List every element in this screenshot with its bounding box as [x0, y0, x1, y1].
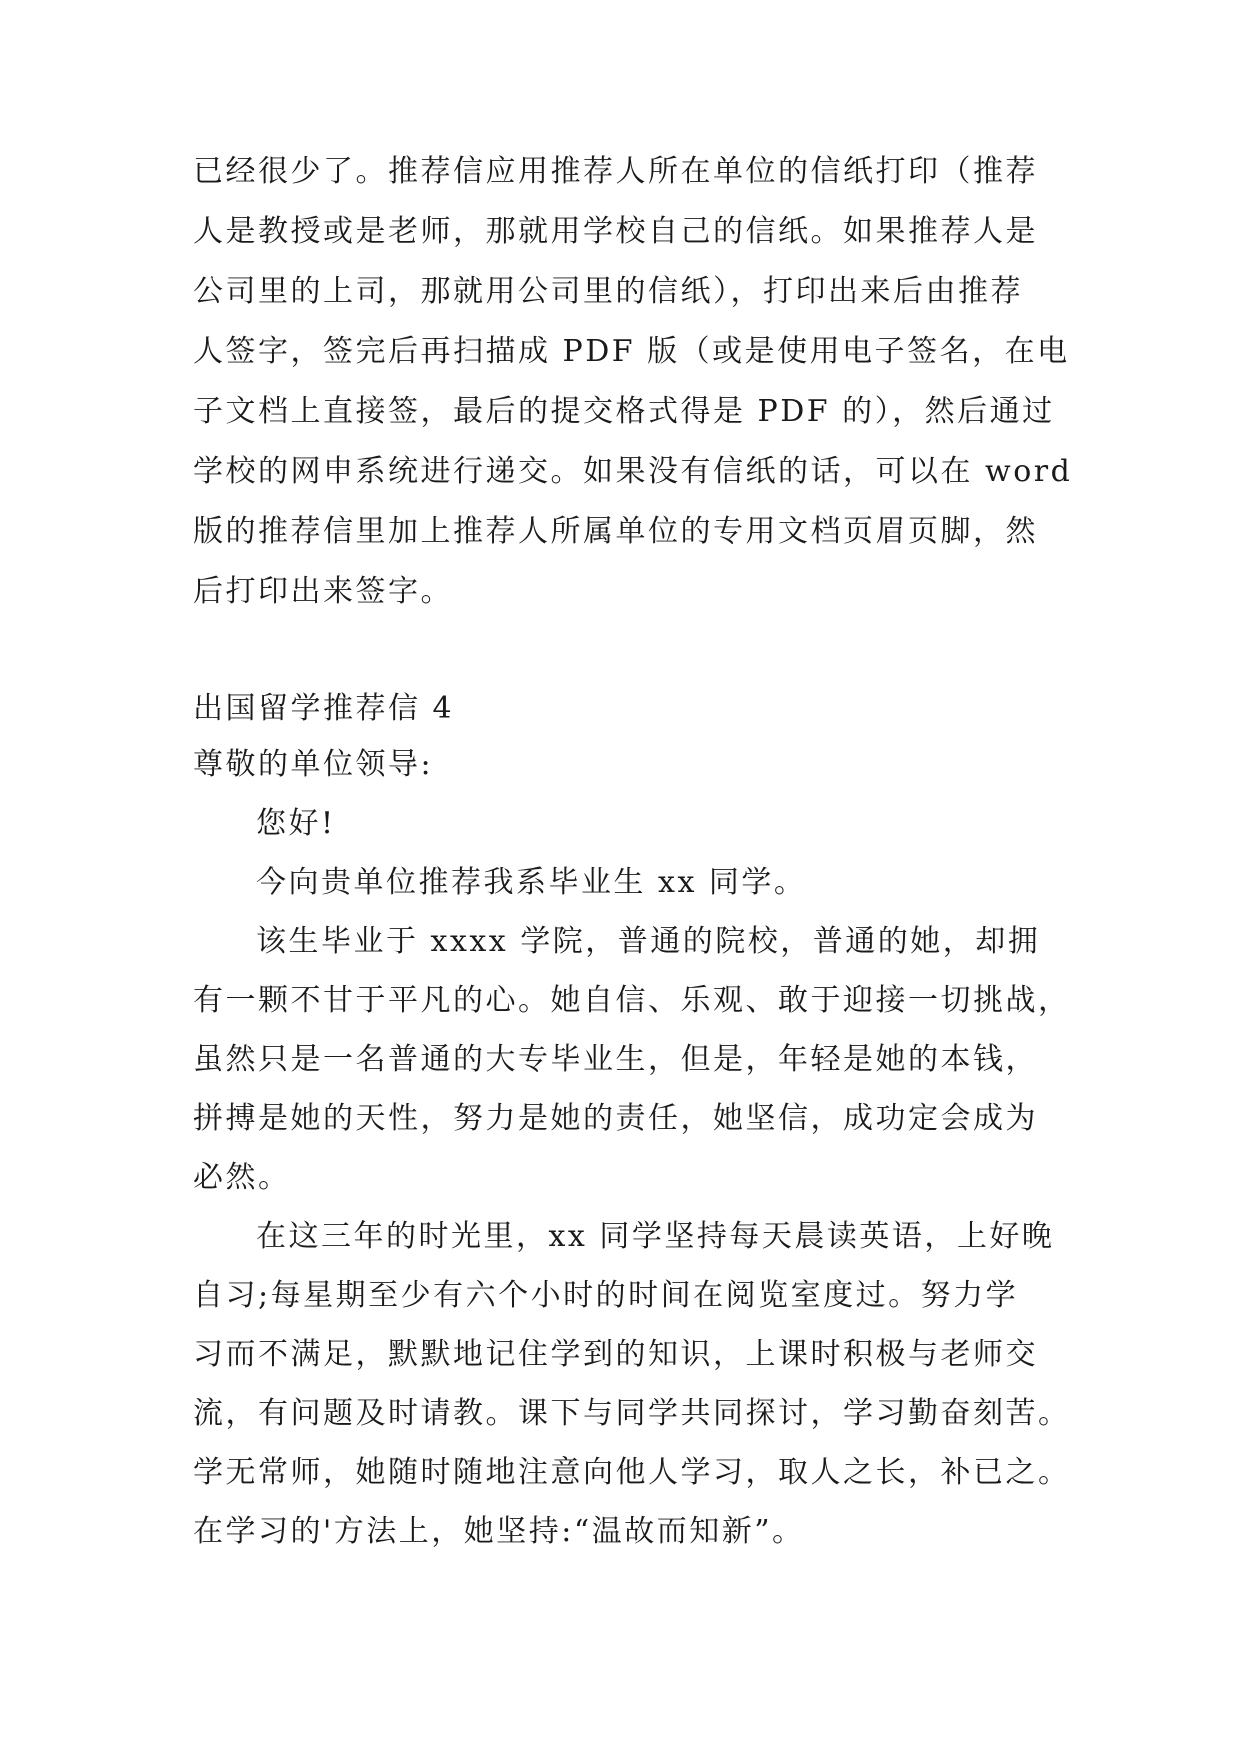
salutation: 尊敬的单位领导:: [193, 747, 434, 782]
intro-line: 学校的网申系统进行递交。如果没有信纸的话，可以在 word: [193, 454, 1073, 489]
paragraph-line: 习而不满足，默默地记住学到的知识，上课时积极与老师交: [193, 1337, 1038, 1372]
paragraph-line: 流，有问题及时请教。课下与同学共同探讨，学习勤奋刻苦。: [193, 1396, 1071, 1431]
paragraph-line: 拼搏是她的天性，努力是她的责任，她坚信，成功定会成为: [193, 1101, 1038, 1136]
paragraph-line: 在学习的'方法上，她坚持:“温故而知新”。: [193, 1514, 805, 1549]
paragraph-line: 自习;每星期至少有六个小时的时间在阅览室度过。努力学: [193, 1278, 1019, 1313]
paragraph-line: 学无常师，她随时随地注意向他人学习，取人之长，补已之。: [193, 1455, 1071, 1490]
intro-line: 版的推荐信里加上推荐人所属单位的专用文档页眉页脚，然: [193, 514, 1038, 549]
intro-line: 已经很少了。推荐信应用推荐人所在单位的信纸打印（推荐: [193, 154, 1038, 189]
intro-line: 子文档上直接签，最后的提交格式得是 PDF 的），然后通过: [193, 394, 1055, 429]
paragraph-line: 在这三年的时光里，xx 同学坚持每天晨读英语，上好晚: [256, 1219, 1055, 1254]
intro-line: 人签字，签完后再扫描成 PDF 版（或是使用电子签名，在电: [193, 334, 1070, 369]
paragraph-line: 虽然只是一名普通的大专毕业生，但是，年轻是她的本钱，: [193, 1042, 1038, 1077]
paragraph-line: 必然。: [193, 1160, 291, 1195]
intro-line: 人是教授或是老师，那就用学校自己的信纸。如果推荐人是: [193, 214, 1038, 249]
paragraph-line: 有一颗不甘于平凡的心。她自信、乐观、敢于迎接一切挑战，: [193, 983, 1071, 1018]
paragraph-line: 该生毕业于 xxxx 学院，普通的院校，普通的她，却拥: [256, 924, 1041, 959]
intro-line: 后打印出来签字。: [193, 574, 453, 609]
intro-line: 公司里的上司，那就用公司里的信纸），打印出来后由推荐: [193, 274, 1023, 309]
greeting: 您好!: [256, 806, 336, 841]
section-title: 出国留学推荐信 4: [193, 691, 455, 726]
paragraph-line: 今向贵单位推荐我系毕业生 xx 同学。: [256, 865, 807, 900]
